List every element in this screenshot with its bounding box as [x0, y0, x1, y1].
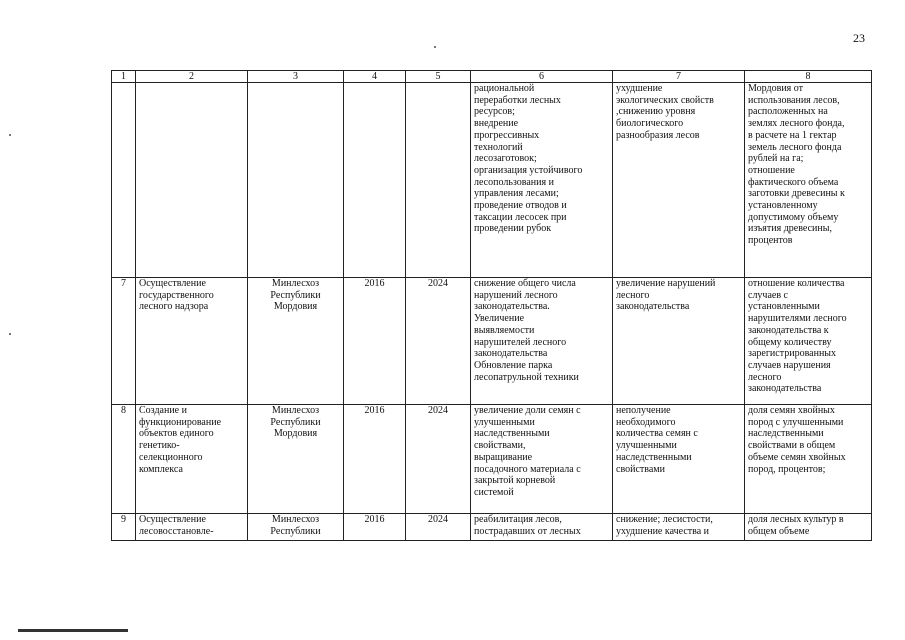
- executor: Минлесхоз Республики: [248, 514, 344, 541]
- indicator-link: доля лесных культур в общем объеме: [745, 514, 872, 541]
- executor: [248, 83, 344, 278]
- end-year: 2024: [406, 405, 471, 514]
- column-header-5: 5: [406, 71, 471, 83]
- page-number: 23: [853, 31, 865, 45]
- start-year: 2016: [344, 514, 406, 541]
- start-year: 2016: [344, 405, 406, 514]
- scan-speck: [9, 333, 11, 335]
- measures-table: [111, 70, 872, 541]
- start-year: [344, 83, 406, 278]
- column-header-3: 3: [248, 71, 344, 83]
- row-number: 7: [112, 278, 136, 405]
- column-header-6: 6: [471, 71, 613, 83]
- table-row: [112, 405, 872, 514]
- executor: Минлесхоз Республики Мордовия: [248, 405, 344, 514]
- non-implementation-consequence: неполучение необходимого количества семян с улучшенными наследственными свойствами: [613, 405, 745, 514]
- column-header-2: 2: [136, 71, 248, 83]
- scan-edge-mark: [18, 629, 128, 632]
- expected-result: увеличение доли семян с улучшенными наследственными свойствами, выращивание посадочного материала с закрытой корневой системой: [471, 405, 613, 514]
- column-header-4: 4: [344, 71, 406, 83]
- column-header-1: 1: [112, 71, 136, 83]
- expected-result: рациональной переработки лесных ресурсов; внедрение прогрессивных технологий лесозаготовок; организация устойчивого лесопользования и управления лесами; проведение отводов и таксации лесосек при проведении рубок: [471, 83, 613, 278]
- measure-name: Осуществление государственного лесного надзора: [136, 278, 248, 405]
- row-number: 9: [112, 514, 136, 541]
- end-year: 2024: [406, 278, 471, 405]
- executor: Минлесхоз Республики Мордовия: [248, 278, 344, 405]
- non-implementation-consequence: снижение; лесистости, ухудшение качества и: [613, 514, 745, 541]
- non-implementation-consequence: увеличение нарушений лесного законодательства: [613, 278, 745, 405]
- table-row: [112, 278, 872, 405]
- table-row: [112, 514, 872, 541]
- scan-speck: [9, 134, 11, 136]
- measure-name: Создание и функционирование объектов единого генетико- селекционного комплекса: [136, 405, 248, 514]
- measure-name: [136, 83, 248, 278]
- column-header-7: 7: [613, 71, 745, 83]
- indicator-link: доля семян хвойных пород с улучшенными наследственными свойствами в общем объеме семян хвойных пород, процентов;: [745, 405, 872, 514]
- table-row: [112, 83, 872, 278]
- expected-result: снижение общего числа нарушений лесного законодательства. Увеличение выявляемости нарушителей лесного законодательства Обновление парка лесопатрульной техники: [471, 278, 613, 405]
- end-year: 2024: [406, 514, 471, 541]
- row-number: [112, 83, 136, 278]
- start-year: 2016: [344, 278, 406, 405]
- expected-result: реабилитация лесов, пострадавших от лесных: [471, 514, 613, 541]
- row-number: 8: [112, 405, 136, 514]
- scan-speck: [434, 46, 436, 48]
- column-header-8: 8: [745, 71, 872, 83]
- table-header-row: [112, 71, 872, 83]
- non-implementation-consequence: ухудшение экологических свойств ,снижению уровня биологического разнообразия лесов: [613, 83, 745, 278]
- indicator-link: Мордовия от использования лесов, расположенных на землях лесного фонда, в расчете на 1 гектар земель лесного фонда рублей на га; отношение фактического объема заготовки древесины к установленному допустимому объему изъятия древесины, процентов: [745, 83, 872, 278]
- measure-name: Осуществление лесовосстановле-: [136, 514, 248, 541]
- end-year: [406, 83, 471, 278]
- indicator-link: отношение количества случаев с установленными нарушителями лесного законодательства к общему количеству зарегистрированных случаев нарушения лесного законодательства: [745, 278, 872, 405]
